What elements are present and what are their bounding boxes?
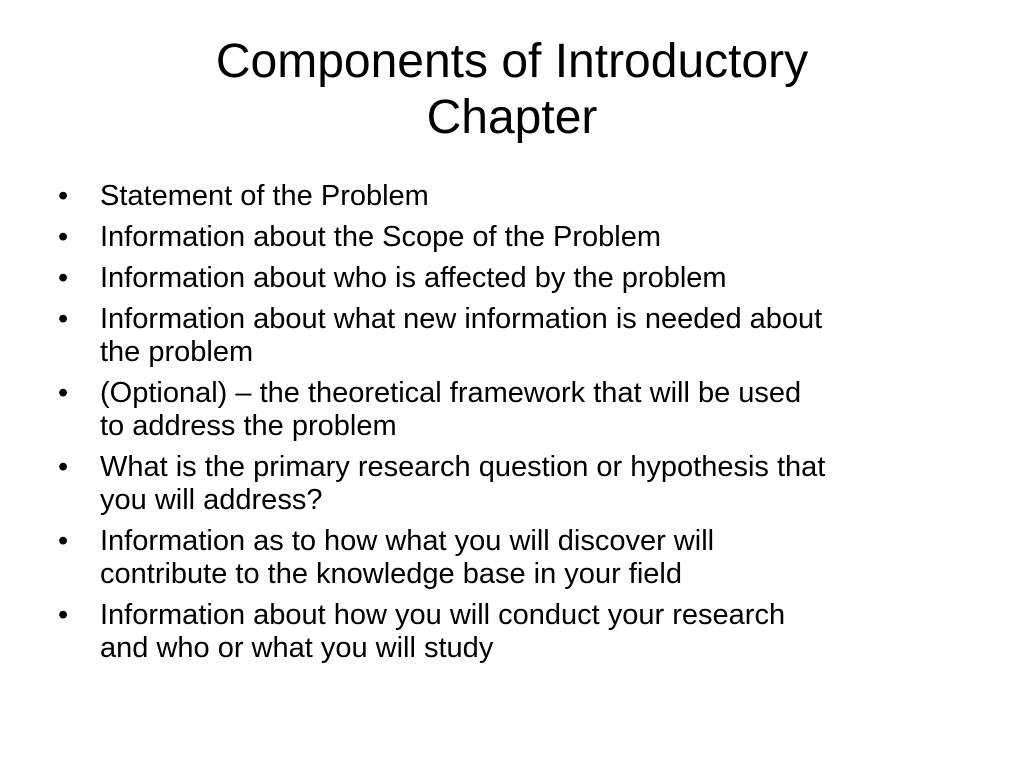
- bullet-dot-icon: •: [58, 377, 69, 409]
- bullet-line: the problem: [100, 336, 254, 368]
- bullet-text: [100, 221, 976, 254]
- bullet-text: [100, 525, 976, 591]
- bullet-item-research-question: [56, 451, 976, 517]
- bullet-line: Information about who is affected by the problem: [100, 262, 727, 294]
- bullet-list: [56, 180, 976, 673]
- bullet-dot-icon: •: [58, 180, 69, 212]
- bullet-dot-icon: •: [58, 221, 69, 253]
- bullet-line: (Optional) – the theoretical framework that will be used: [100, 377, 802, 409]
- bullet-line: Information about how you will conduct your research: [100, 599, 786, 631]
- bullet-item-scope: [56, 221, 976, 254]
- slide-title-line-1: Components of Introductory: [215, 35, 809, 88]
- slide-title-line-2: Chapter: [426, 91, 598, 144]
- bullet-text: [100, 377, 976, 443]
- bullet-line: contribute to the knowledge base in your field: [100, 558, 682, 590]
- bullet-line: What is the primary research question or hypothesis that: [100, 451, 826, 483]
- bullet-dot-icon: •: [58, 262, 69, 294]
- bullet-line: Information as to how what you will discover will: [100, 525, 715, 557]
- bullet-item-research-method: [56, 599, 976, 665]
- bullet-dot-icon: •: [58, 525, 69, 557]
- bullet-item-new-information: [56, 303, 976, 369]
- bullet-dot-icon: •: [58, 303, 69, 335]
- bullet-item-contribution: [56, 525, 976, 591]
- bullet-text: [100, 262, 976, 295]
- bullet-line: to address the problem: [100, 410, 397, 442]
- bullet-item-affected: [56, 262, 976, 295]
- bullet-line: Information about what new information is needed about: [100, 303, 823, 335]
- bullet-item-theoretical-framework: [56, 377, 976, 443]
- bullet-item-statement: [56, 180, 976, 213]
- bullet-line: Statement of the Problem: [100, 180, 429, 212]
- bullet-dot-icon: •: [58, 599, 69, 631]
- bullet-text: [100, 451, 976, 517]
- bullet-line: Information about the Scope of the Problem: [100, 221, 662, 253]
- bullet-dot-icon: •: [58, 451, 69, 483]
- bullet-line: you will address?: [100, 484, 323, 516]
- bullet-text: [100, 180, 976, 213]
- bullet-text: [100, 303, 976, 369]
- slide-title: [60, 34, 964, 146]
- bullet-text: [100, 599, 976, 665]
- bullet-line: and who or what you will study: [100, 632, 494, 664]
